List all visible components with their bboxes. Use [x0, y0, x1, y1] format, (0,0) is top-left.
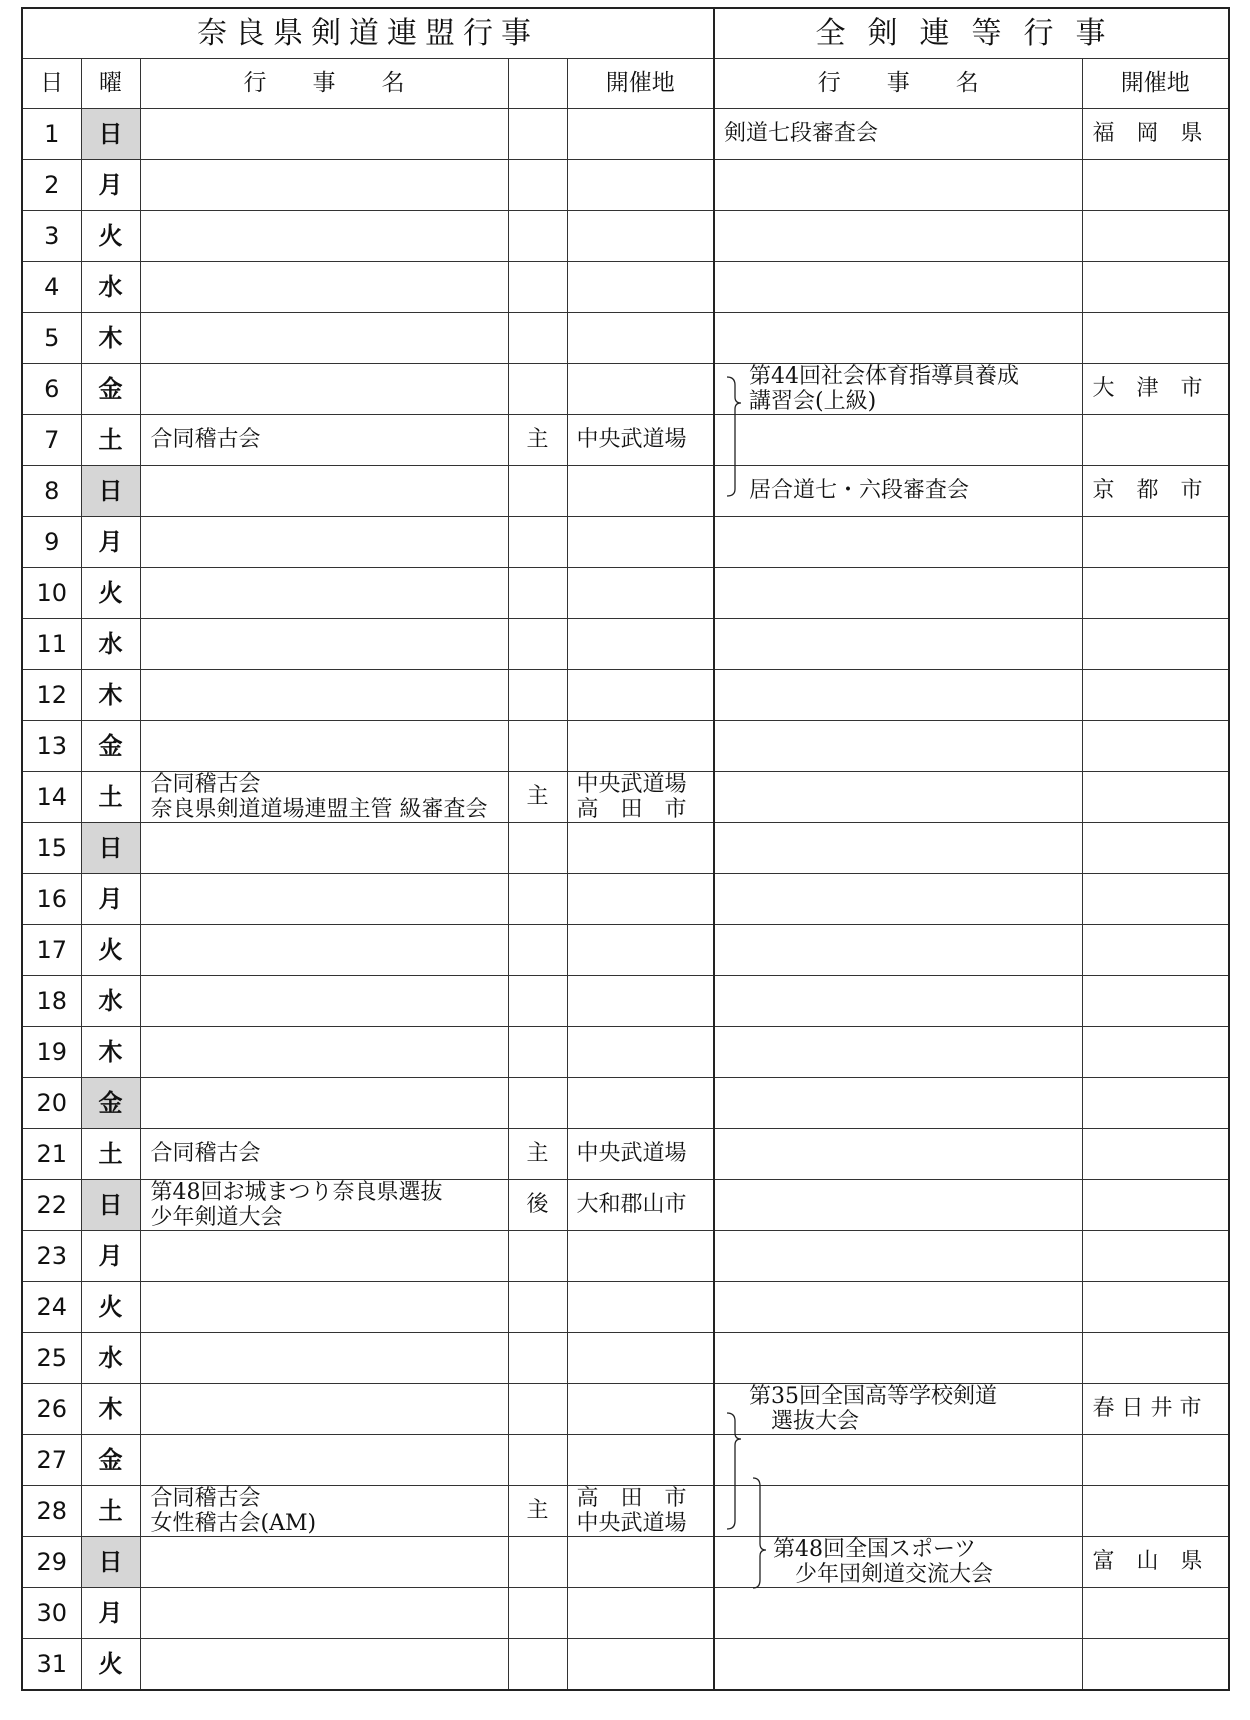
col-event2-header: 行 事 名 — [714, 59, 1082, 109]
col-event-header: 行 事 名 — [140, 59, 508, 109]
col-day-header: 日 — [22, 59, 81, 109]
zenken-event — [714, 772, 1082, 823]
nara-event — [140, 874, 508, 925]
day-number: 22 — [22, 1180, 81, 1231]
nara-venue — [567, 823, 714, 874]
zenken-event — [714, 1435, 1082, 1486]
zenken-event — [714, 1588, 1082, 1639]
nara-mark: 後 — [508, 1180, 567, 1231]
zenken-venue: 京 都 市 — [1082, 466, 1229, 517]
nara-mark: 主 — [508, 1129, 567, 1180]
nara-venue — [567, 721, 714, 772]
zenken-venue — [1082, 1333, 1229, 1384]
zenken-event — [714, 874, 1082, 925]
zenken-event — [714, 925, 1082, 976]
day-row — [22, 925, 1229, 976]
zenken-event — [714, 568, 1082, 619]
nara-title-text: 奈良県剣道連盟行事 — [197, 15, 539, 51]
day-number: 5 — [22, 313, 81, 364]
nara-venue — [567, 1282, 714, 1333]
zenken-venue — [1082, 925, 1229, 976]
zenken-venue — [1082, 976, 1229, 1027]
nara-mark — [508, 1588, 567, 1639]
day-number: 28 — [22, 1486, 81, 1537]
day-row — [22, 1486, 1229, 1537]
day-row — [22, 1333, 1229, 1384]
nara-event-line: 合同稽古会 — [150, 772, 261, 797]
weekday: 月 — [81, 160, 140, 211]
zenken-venue — [1082, 1486, 1229, 1537]
zenken-event: 居合道七・六段審査会 — [714, 466, 1082, 517]
day-number: 20 — [22, 1078, 81, 1129]
day-number: 19 — [22, 1027, 81, 1078]
nara-venue — [567, 466, 714, 517]
nara-mark — [508, 619, 567, 670]
nara-event — [140, 211, 508, 262]
nara-event — [140, 1588, 508, 1639]
day-row — [22, 466, 1229, 517]
day-number: 3 — [22, 211, 81, 262]
weekday: 土 — [81, 772, 140, 823]
schedule-table — [21, 7, 1230, 1691]
day-row — [22, 619, 1229, 670]
nara-mark — [508, 1078, 567, 1129]
nara-event — [140, 160, 508, 211]
nara-mark — [508, 211, 567, 262]
nara-venue — [567, 1435, 714, 1486]
nara-venue — [567, 1078, 714, 1129]
nara-venue: 大和郡山市 — [567, 1180, 714, 1231]
zenken-venue — [1082, 211, 1229, 262]
nara-venue — [567, 976, 714, 1027]
weekday: 土 — [81, 1486, 140, 1537]
nara-venue — [567, 364, 714, 415]
nara-title — [22, 8, 714, 59]
nara-venue — [567, 1537, 714, 1588]
nara-mark — [508, 262, 567, 313]
nara-venue — [567, 313, 714, 364]
zenken-venue — [1082, 517, 1229, 568]
nara-venue — [567, 1027, 714, 1078]
weekday: 火 — [81, 568, 140, 619]
weekday: 木 — [81, 313, 140, 364]
zenken-event-line: 第44回社会体育指導員養成 — [749, 364, 1020, 389]
nara-event — [140, 1537, 508, 1588]
zenken-event — [714, 1333, 1082, 1384]
nara-event — [140, 1231, 508, 1282]
weekday: 月 — [81, 1231, 140, 1282]
nara-venue — [567, 211, 714, 262]
nara-mark — [508, 466, 567, 517]
col-venue-header: 開催地 — [567, 59, 714, 109]
weekday: 日 — [81, 466, 140, 517]
nara-event — [140, 670, 508, 721]
zenken-event-line: 第35回全国高等学校剣道 — [749, 1384, 998, 1409]
weekday: 金 — [81, 1435, 140, 1486]
day-number: 17 — [22, 925, 81, 976]
zenken-venue — [1082, 1180, 1229, 1231]
zenken-event — [714, 415, 1082, 466]
day-number: 10 — [22, 568, 81, 619]
nara-mark — [508, 160, 567, 211]
day-number: 18 — [22, 976, 81, 1027]
day-number: 27 — [22, 1435, 81, 1486]
nara-event: 合同稽古会 — [140, 415, 508, 466]
day-row — [22, 1180, 1229, 1231]
day-number: 2 — [22, 160, 81, 211]
zenken-event — [714, 1537, 1082, 1588]
weekday: 土 — [81, 415, 140, 466]
nara-event — [140, 976, 508, 1027]
nara-mark — [508, 568, 567, 619]
zenken-venue — [1082, 262, 1229, 313]
nara-event — [140, 772, 508, 823]
day-number: 14 — [22, 772, 81, 823]
day-number: 23 — [22, 1231, 81, 1282]
zenken-event — [714, 619, 1082, 670]
nara-event — [140, 1435, 508, 1486]
day-row — [22, 1027, 1229, 1078]
zenken-event — [714, 1078, 1082, 1129]
weekday: 水 — [81, 1333, 140, 1384]
zenken-venue — [1082, 1282, 1229, 1333]
day-number: 21 — [22, 1129, 81, 1180]
weekday: 月 — [81, 517, 140, 568]
zenken-venue — [1082, 160, 1229, 211]
nara-event — [140, 1180, 508, 1231]
nara-venue — [567, 1231, 714, 1282]
weekday: 火 — [81, 925, 140, 976]
zenken-event — [714, 364, 1082, 415]
zenken-venue — [1082, 721, 1229, 772]
nara-mark — [508, 874, 567, 925]
nara-event — [140, 109, 508, 160]
weekday: 日 — [81, 1537, 140, 1588]
zenken-event — [714, 823, 1082, 874]
zenken-event — [714, 1180, 1082, 1231]
nara-event-line: 合同稽古会 — [150, 1486, 261, 1511]
zenken-title — [714, 8, 1229, 59]
day-row — [22, 517, 1229, 568]
nara-venue — [567, 1588, 714, 1639]
zenken-venue — [1082, 1231, 1229, 1282]
nara-event: 合同稽古会 — [140, 1129, 508, 1180]
nara-venue — [567, 262, 714, 313]
col-venue2-header: 開催地 — [1082, 59, 1229, 109]
zenken-venue — [1082, 1435, 1229, 1486]
weekday: 水 — [81, 976, 140, 1027]
weekday: 月 — [81, 874, 140, 925]
weekday: 火 — [81, 211, 140, 262]
nara-event — [140, 1486, 508, 1537]
day-row — [22, 1129, 1229, 1180]
nara-event — [140, 619, 508, 670]
nara-venue-line: 高 田 市 — [576, 1486, 687, 1511]
nara-event-line: 女性稽古会(AM) — [150, 1511, 317, 1536]
day-number: 26 — [22, 1384, 81, 1435]
day-number: 16 — [22, 874, 81, 925]
day-number: 12 — [22, 670, 81, 721]
col-weekday-header: 曜 — [81, 59, 140, 109]
nara-mark: 主 — [508, 1486, 567, 1537]
nara-event-line: 奈良県剣道道場連盟主管 級審査会 — [150, 797, 488, 822]
day-number: 1 — [22, 109, 81, 160]
schedule-body — [22, 8, 1229, 1690]
day-row — [22, 976, 1229, 1027]
nara-venue — [567, 619, 714, 670]
weekday: 金 — [81, 721, 140, 772]
zenken-venue — [1082, 1027, 1229, 1078]
nara-mark — [508, 1639, 567, 1691]
nara-mark — [508, 1333, 567, 1384]
zenken-event — [714, 211, 1082, 262]
weekday: 金 — [81, 364, 140, 415]
zenken-event-line: 少年団剣道交流大会 — [773, 1562, 994, 1587]
nara-mark — [508, 109, 567, 160]
day-row — [22, 1435, 1229, 1486]
zenken-event — [714, 313, 1082, 364]
day-row — [22, 109, 1229, 160]
nara-venue — [567, 1486, 714, 1537]
day-row — [22, 1537, 1229, 1588]
zenken-event — [714, 160, 1082, 211]
zenken-venue — [1082, 1588, 1229, 1639]
weekday: 日 — [81, 1180, 140, 1231]
zenken-event — [714, 517, 1082, 568]
day-row — [22, 1078, 1229, 1129]
nara-event — [140, 1384, 508, 1435]
nara-venue-line: 中央武道場 — [576, 1511, 687, 1536]
weekday: 水 — [81, 262, 140, 313]
nara-venue — [567, 925, 714, 976]
nara-venue — [567, 670, 714, 721]
zenken-event — [714, 1129, 1082, 1180]
nara-mark — [508, 976, 567, 1027]
nara-event — [140, 466, 508, 517]
day-number: 11 — [22, 619, 81, 670]
nara-mark — [508, 823, 567, 874]
nara-venue-line: 高 田 市 — [576, 797, 687, 822]
nara-mark — [508, 1384, 567, 1435]
day-row — [22, 568, 1229, 619]
weekday: 火 — [81, 1639, 140, 1691]
nara-venue: 中央武道場 — [567, 1129, 714, 1180]
day-number: 30 — [22, 1588, 81, 1639]
nara-venue — [567, 517, 714, 568]
nara-mark: 主 — [508, 772, 567, 823]
weekday: 金 — [81, 1078, 140, 1129]
zenken-venue — [1082, 313, 1229, 364]
nara-venue — [567, 160, 714, 211]
zenken-venue — [1082, 568, 1229, 619]
zenken-event — [714, 1384, 1082, 1435]
day-number: 4 — [22, 262, 81, 313]
zenken-venue — [1082, 1078, 1229, 1129]
day-number: 13 — [22, 721, 81, 772]
nara-venue — [567, 1639, 714, 1691]
weekday: 月 — [81, 1588, 140, 1639]
nara-event — [140, 925, 508, 976]
zenken-venue — [1082, 415, 1229, 466]
nara-event — [140, 721, 508, 772]
zenken-event — [714, 1231, 1082, 1282]
zenken-venue: 春 日 井 市 — [1082, 1384, 1229, 1435]
day-row — [22, 1384, 1229, 1435]
nara-event — [140, 1078, 508, 1129]
weekday: 日 — [81, 109, 140, 160]
nara-mark — [508, 517, 567, 568]
nara-event — [140, 262, 508, 313]
nara-event — [140, 1027, 508, 1078]
nara-venue: 中央武道場 — [567, 415, 714, 466]
nara-event — [140, 1639, 508, 1691]
day-number: 31 — [22, 1639, 81, 1691]
zenken-event — [714, 1639, 1082, 1691]
zenken-venue — [1082, 670, 1229, 721]
nara-venue — [567, 1384, 714, 1435]
zenken-venue — [1082, 772, 1229, 823]
zenken-venue — [1082, 1639, 1229, 1691]
day-row — [22, 874, 1229, 925]
day-row — [22, 1639, 1229, 1691]
nara-event — [140, 568, 508, 619]
nara-venue — [567, 568, 714, 619]
day-row — [22, 721, 1229, 772]
col-mark-header — [508, 59, 567, 109]
weekday: 土 — [81, 1129, 140, 1180]
nara-event — [140, 313, 508, 364]
nara-mark: 主 — [508, 415, 567, 466]
weekday: 火 — [81, 1282, 140, 1333]
day-row — [22, 364, 1229, 415]
nara-event — [140, 823, 508, 874]
day-row — [22, 313, 1229, 364]
day-row — [22, 160, 1229, 211]
zenken-event — [714, 721, 1082, 772]
day-number: 7 — [22, 415, 81, 466]
zenken-event-line: 選抜大会 — [749, 1409, 860, 1434]
zenken-event — [714, 976, 1082, 1027]
nara-event — [140, 517, 508, 568]
zenken-event-line: 講習会(上級) — [749, 389, 877, 414]
nara-event — [140, 364, 508, 415]
day-row — [22, 415, 1229, 466]
nara-venue — [567, 874, 714, 925]
zenken-event — [714, 262, 1082, 313]
nara-mark — [508, 313, 567, 364]
nara-mark — [508, 364, 567, 415]
nara-event — [140, 1333, 508, 1384]
zenken-event: 剣道七段審査会 — [714, 109, 1082, 160]
day-row — [22, 670, 1229, 721]
day-row — [22, 823, 1229, 874]
zenken-venue — [1082, 619, 1229, 670]
nara-mark — [508, 1537, 567, 1588]
day-number: 25 — [22, 1333, 81, 1384]
nara-mark — [508, 925, 567, 976]
weekday: 木 — [81, 1027, 140, 1078]
nara-mark — [508, 721, 567, 772]
nara-venue — [567, 772, 714, 823]
day-number: 29 — [22, 1537, 81, 1588]
day-number: 24 — [22, 1282, 81, 1333]
zenken-venue — [1082, 1129, 1229, 1180]
zenken-event — [714, 1486, 1082, 1537]
day-row — [22, 211, 1229, 262]
zenken-venue — [1082, 874, 1229, 925]
day-number: 6 — [22, 364, 81, 415]
zenken-venue: 福 岡 県 — [1082, 109, 1229, 160]
nara-venue — [567, 109, 714, 160]
nara-mark — [508, 1282, 567, 1333]
weekday: 水 — [81, 619, 140, 670]
zenken-venue: 富 山 県 — [1082, 1537, 1229, 1588]
nara-mark — [508, 670, 567, 721]
day-row — [22, 1588, 1229, 1639]
zenken-venue: 大 津 市 — [1082, 364, 1229, 415]
nara-venue — [567, 1333, 714, 1384]
zenken-event-line: 第48回全国スポーツ — [773, 1537, 977, 1562]
nara-event-line: 第48回お城まつり奈良県選抜 — [150, 1180, 443, 1205]
nara-event-line: 少年剣道大会 — [150, 1205, 283, 1230]
nara-mark — [508, 1435, 567, 1486]
weekday: 木 — [81, 670, 140, 721]
weekday: 日 — [81, 823, 140, 874]
header-row — [22, 59, 1229, 109]
zenken-title-text: 全剣連等行事 — [815, 15, 1128, 51]
zenken-venue — [1082, 823, 1229, 874]
zenken-event — [714, 670, 1082, 721]
title-row — [22, 8, 1229, 59]
day-row — [22, 1231, 1229, 1282]
day-row — [22, 772, 1229, 823]
day-number: 15 — [22, 823, 81, 874]
nara-event — [140, 1282, 508, 1333]
weekday: 木 — [81, 1384, 140, 1435]
nara-mark — [508, 1231, 567, 1282]
zenken-event — [714, 1282, 1082, 1333]
day-row — [22, 1282, 1229, 1333]
zenken-event — [714, 1027, 1082, 1078]
day-row — [22, 262, 1229, 313]
day-number: 8 — [22, 466, 81, 517]
day-number: 9 — [22, 517, 81, 568]
nara-mark — [508, 1027, 567, 1078]
nara-venue-line: 中央武道場 — [576, 772, 687, 797]
